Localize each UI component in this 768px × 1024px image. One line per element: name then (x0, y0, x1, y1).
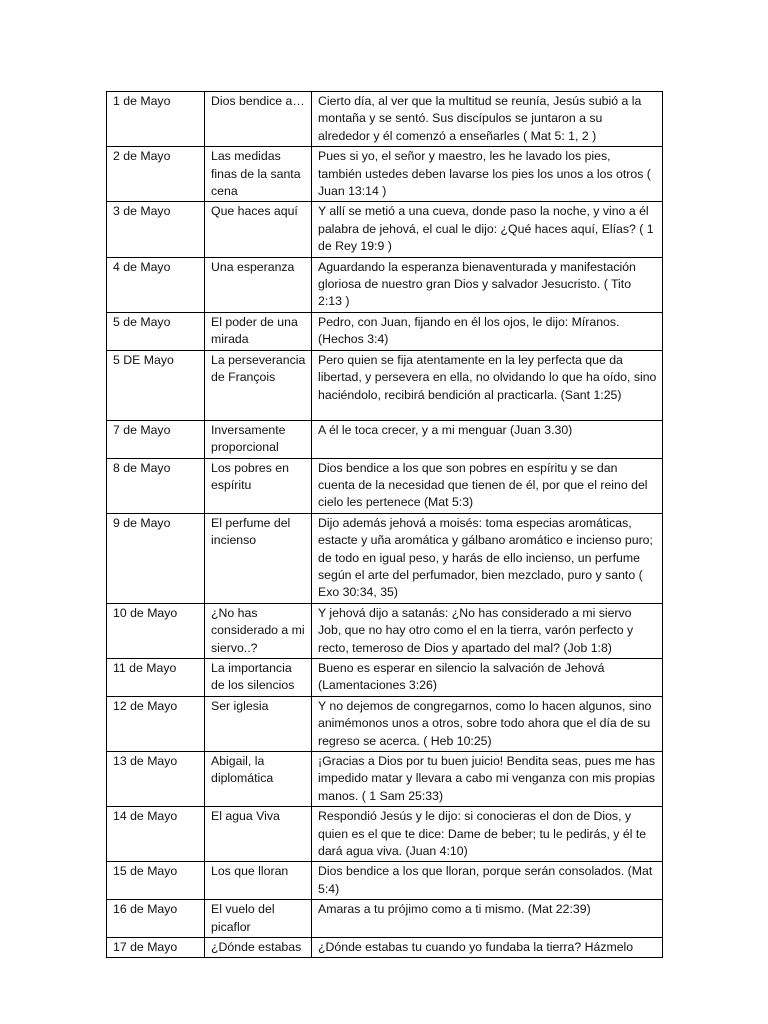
verse-cell: Dijo además jehová a moisés: toma especias aromáticas, estacte y uña aromática y gálbano aromático e incienso puro; de todo en igual peso, y harás de ello incienso, un perfume según el arte del perfumador, bien mezclado, puro y santo ( Exo 30:34, 35) (312, 513, 663, 603)
title-cell: La perseverancia de François (205, 350, 312, 420)
verse-cell: Pedro, con Juan, fijando en él los ojos, le dijo: Míranos. (Hechos 3:4) (312, 312, 663, 350)
verse-cell: A él le toca crecer, y a mi menguar (Juan 3.30) (312, 420, 663, 458)
verse-cell: Y jehová dijo a satanás: ¿No has considerado a mi siervo Job, que no hay otro como el en la tierra, varón perfecto y recto, temeroso de Dios y apartado del mal? (Job 1:8) (312, 603, 663, 658)
title-cell: El perfume del incienso (205, 513, 312, 603)
date-cell: 12 de Mayo (107, 696, 205, 751)
date-cell: 15 de Mayo (107, 862, 205, 900)
title-cell: Ser iglesia (205, 696, 312, 751)
table-row (107, 420, 663, 458)
date-cell: 16 de Mayo (107, 900, 205, 938)
verse-cell: Pero quien se fija atentamente en la ley perfecta que da libertad, y persevera en ella, no olvidando lo que ha oído, sino haciéndolo, recibirá bendición al practicarla. (Sant 1:25) (312, 350, 663, 420)
title-cell: Los pobres en espíritu (205, 458, 312, 513)
title-cell: Los que lloran (205, 862, 312, 900)
verse-cell: ¡Gracias a Dios por tu buen juicio! Bendita seas, pues me has impedido matar y llevara a cabo mi venganza con mis propias manos. ( 1 Sam 25:33) (312, 752, 663, 807)
date-cell: 2 de Mayo (107, 147, 205, 202)
table-row (107, 92, 663, 147)
table-row (107, 603, 663, 658)
verse-cell: Pues si yo, el señor y maestro, les he lavado los pies, también ustedes deben lavarse los pies los unos a los otros ( Juan 13:14 ) (312, 147, 663, 202)
title-cell: El poder de una mirada (205, 312, 312, 350)
table-row (107, 658, 663, 696)
title-cell: La importancia de los silencios (205, 658, 312, 696)
verse-cell: Amaras a tu prójimo como a ti mismo. (Mat 22:39) (312, 900, 663, 938)
date-cell: 8 de Mayo (107, 458, 205, 513)
date-cell: 17 de Mayo (107, 938, 205, 958)
verse-cell: Respondió Jesús y le dijo: si conocieras el don de Dios, y quien es el que te dice: Dame de beber; tu le pedirás, y él te dará agua viva. (Juan 4:10) (312, 807, 663, 862)
verse-cell: Dios bendice a los que lloran, porque serán consolados. (Mat 5:4) (312, 862, 663, 900)
table-row (107, 938, 663, 958)
date-cell: 5 de Mayo (107, 312, 205, 350)
table-row (107, 202, 663, 257)
table-row (107, 807, 663, 862)
title-cell: Las medidas finas de la santa cena (205, 147, 312, 202)
date-cell: 1 de Mayo (107, 92, 205, 147)
date-cell: 3 de Mayo (107, 202, 205, 257)
verse-cell: Aguardando la esperanza bienaventurada y manifestación gloriosa de nuestro gran Dios y salvador Jesucristo. ( Tito 2:13 ) (312, 257, 663, 312)
table-row (107, 752, 663, 807)
table-row (107, 900, 663, 938)
date-cell: 13 de Mayo (107, 752, 205, 807)
date-cell: 10 de Mayo (107, 603, 205, 658)
verse-cell: ¿Dónde estabas tu cuando yo fundaba la tierra? Házmelo (312, 938, 663, 958)
verse-cell: Dios bendice a los que son pobres en espíritu y se dan cuenta de la necesidad que tienen de él, por que el reino del cielo les pertenece (Mat 5:3) (312, 458, 663, 513)
table-row (107, 147, 663, 202)
table-row (107, 312, 663, 350)
verse-cell: Bueno es esperar en silencio la salvación de Jehová (Lamentaciones 3:26) (312, 658, 663, 696)
date-cell: 7 de Mayo (107, 420, 205, 458)
table-row (107, 458, 663, 513)
title-cell: Dios bendice a… (205, 92, 312, 147)
title-cell: El agua Viva (205, 807, 312, 862)
date-cell: 5 DE Mayo (107, 350, 205, 420)
date-cell: 9 de Mayo (107, 513, 205, 603)
title-cell: ¿No has considerado a mi siervo..? (205, 603, 312, 658)
title-cell: ¿Dónde estabas (205, 938, 312, 958)
verse-cell: Y allí se metió a una cueva, donde paso la noche, y vino a él palabra de jehová, el cual le dijo: ¿Qué haces aquí, Elías? ( 1 de Rey 19:9 ) (312, 202, 663, 257)
date-cell: 14 de Mayo (107, 807, 205, 862)
title-cell: El vuelo del picaflor (205, 900, 312, 938)
title-cell: Inversamente proporcional (205, 420, 312, 458)
date-cell: 11 de Mayo (107, 658, 205, 696)
title-cell: Una esperanza (205, 257, 312, 312)
table-row (107, 350, 663, 420)
table-row (107, 696, 663, 751)
table-row (107, 513, 663, 603)
title-cell: Abigail, la diplomática (205, 752, 312, 807)
table-row (107, 862, 663, 900)
devotional-schedule-table (106, 91, 663, 958)
table-row (107, 257, 663, 312)
date-cell: 4 de Mayo (107, 257, 205, 312)
verse-cell: Y no dejemos de congregarnos, como lo hacen algunos, sino animémonos unos a otros, sobre todo ahora que el día de su regreso se acerca. ( Heb 10:25) (312, 696, 663, 751)
title-cell: Que haces aquí (205, 202, 312, 257)
verse-cell: Cierto día, al ver que la multitud se reunía, Jesús subió a la montaña y se sentó. Sus discípulos se juntaron a su alrededor y él comenzó a enseñarles ( Mat 5: 1, 2 ) (312, 92, 663, 147)
